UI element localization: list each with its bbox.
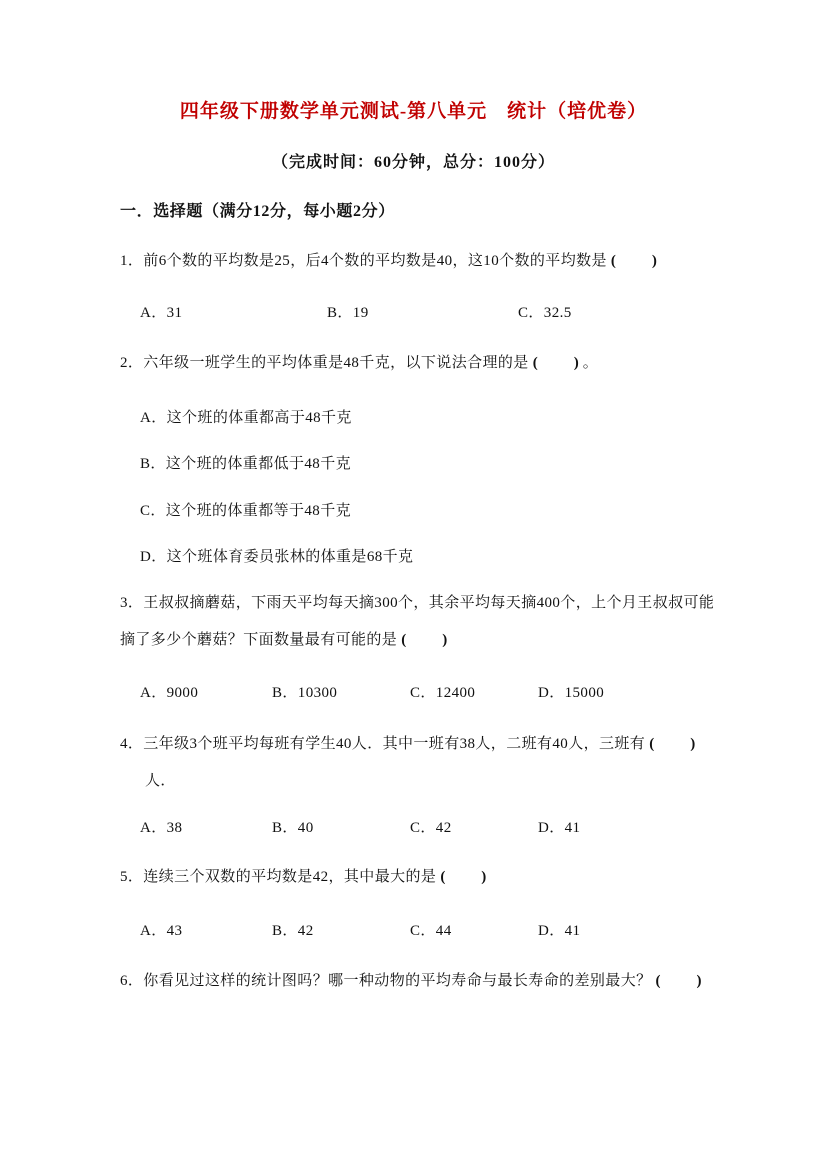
question-6	[120, 970, 704, 992]
question-6-answer-blank: ( )	[655, 973, 704, 989]
question-1-option-c: C．32.5	[518, 305, 572, 321]
question-2-option-a: A．这个班的体重都高于48千克	[140, 410, 352, 426]
question-5	[120, 866, 488, 888]
question-2-answer-blank: ( )	[532, 355, 581, 371]
question-4-option-d: D．41	[538, 820, 581, 836]
question-3-answer-blank: ( )	[401, 632, 450, 648]
question-1	[120, 250, 659, 272]
question-2-option-c: C．这个班的体重都等于48千克	[140, 503, 352, 519]
question-6-text: 6．你看见过这样的统计图吗？哪一种动物的平均寿命与最长寿命的差别最大？	[120, 973, 652, 989]
question-3-option-a: A．9000	[140, 685, 199, 701]
question-4-answer-blank: ( )	[649, 736, 698, 752]
question-2	[120, 352, 598, 374]
question-1-option-a: A．31	[140, 305, 183, 321]
question-3-line1: 3．王叔叔摘蘑菇，下雨天平均每天摘300个，其余平均每天摘400个，上个月王叔叔可能	[120, 595, 715, 611]
question-5-text: 5．连续三个双数的平均数是42，其中最大的是	[120, 869, 437, 885]
question-1-answer-blank: ( )	[610, 253, 659, 269]
question-4-line1	[120, 733, 697, 755]
question-3-option-d: D．15000	[538, 685, 605, 701]
question-5-option-a: A．43	[140, 923, 183, 939]
question-1-text: 1．前6个数的平均数是25，后4个数的平均数是40，这10个数的平均数是	[120, 253, 607, 269]
exam-subtitle: （完成时间：60分钟，总分：100分）	[271, 154, 555, 171]
question-4-line2: 人．	[145, 773, 176, 789]
question-4-text: 4．三年级3个班平均每班有学生40人．其中一班有38人，二班有40人，三班有	[120, 736, 646, 752]
question-2-option-b: B．这个班的体重都低于48千克	[140, 456, 352, 472]
question-3-option-b: B．10300	[272, 685, 338, 701]
question-5-answer-blank: ( )	[440, 869, 489, 885]
question-4-option-a: A．38	[140, 820, 183, 836]
question-2-text: 2．六年级一班学生的平均体重是48千克，以下说法合理的是	[120, 355, 529, 371]
question-3-option-c: C．12400	[410, 685, 476, 701]
question-1-option-b: B．19	[327, 305, 369, 321]
question-3-text: 摘了多少个蘑菇？下面数量最有可能的是	[120, 632, 398, 648]
section-one-heading: 一．选择题（满分12分，每小题2分）	[120, 203, 395, 220]
question-2-option-d: D．这个班体育委员张林的体重是68千克	[140, 549, 414, 565]
page-title: 四年级下册数学单元测试-第八单元 统计（培优卷）	[179, 101, 648, 122]
question-4-option-c: C．42	[410, 820, 452, 836]
question-4-option-b: B．40	[272, 820, 314, 836]
question-3-line2	[120, 629, 449, 651]
question-2-suffix: 。	[582, 355, 599, 371]
question-5-option-b: B．42	[272, 923, 314, 939]
question-5-option-d: D．41	[538, 923, 581, 939]
question-5-option-c: C．44	[410, 923, 452, 939]
